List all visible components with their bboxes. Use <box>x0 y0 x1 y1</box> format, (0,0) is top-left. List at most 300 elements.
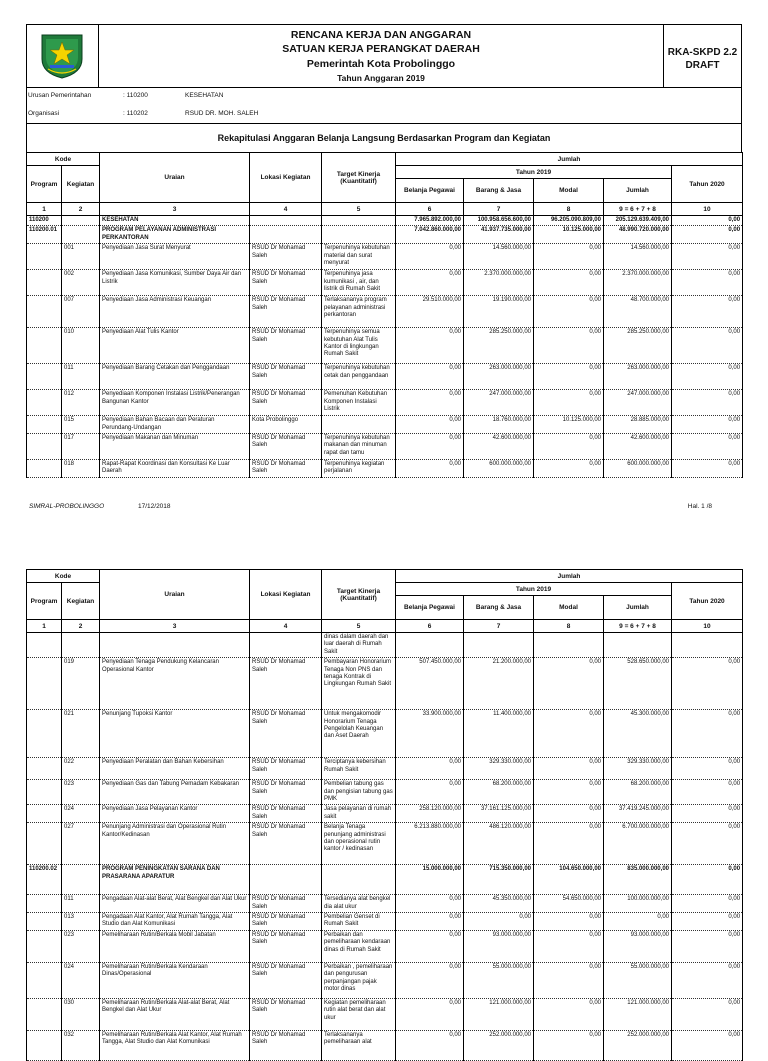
meta-info <box>26 88 742 124</box>
cell-jumlah: 0,00 <box>604 913 672 931</box>
cell-barang-jasa: 14.560.000,00 <box>464 244 534 270</box>
cell-jumlah: 37.419.245.000,00 <box>604 805 672 823</box>
col-kode: Kode <box>27 570 100 583</box>
footer-system: SIMRAL-PROBOLINGGO <box>29 503 105 510</box>
cell-jumlah: 48.990.720.000,00 <box>604 226 672 244</box>
cell-modal <box>534 633 604 658</box>
cell-target: Terpenuhinya kebutuhan material dan surat menyurat <box>322 244 396 270</box>
table-row <box>27 710 743 758</box>
cell-kegiatan: 011 <box>62 364 100 390</box>
cell-kegiatan: 001 <box>62 244 100 270</box>
cell-belanja-pegawai: 0,00 <box>396 895 464 913</box>
col-num: 4 <box>250 620 322 633</box>
cell-jumlah: 205.129.639.409,00 <box>604 216 672 226</box>
cell-target: Perbaikan , pemeliharaan dan pengurusan perpanjangan pajak motor dinas <box>322 962 396 998</box>
cell-program <box>27 780 62 805</box>
cell-kegiatan: 024 <box>62 805 100 823</box>
cell-modal: 0,00 <box>534 1030 604 1060</box>
cell-modal: 10.125.000,00 <box>534 416 604 434</box>
col-num: 10 <box>672 620 743 633</box>
cell-program <box>27 758 62 780</box>
cell-jumlah: 6.700.000.000,00 <box>604 823 672 865</box>
cell-kegiatan <box>62 633 100 658</box>
cell-belanja-pegawai: 29.510.000,00 <box>396 296 464 328</box>
cell-target: Tersedianya alat bengkel dia alat ukur <box>322 895 396 913</box>
cell-barang-jasa: 100.958.656.600,00 <box>464 216 534 226</box>
cell-program <box>27 913 62 931</box>
cell-lokasi: RSUD Dr Mohamad Saleh <box>250 962 322 998</box>
table-row <box>27 328 743 364</box>
org-name: RSUD DR. MOH. SALEH <box>185 110 259 117</box>
cell-uraian: Penyediaan Alat Tulis Kantor <box>100 328 250 364</box>
footer-date: 17/12/2018 <box>138 503 171 510</box>
cell-lokasi: RSUD Dr Mohamad Saleh <box>250 998 322 1030</box>
col-tahun-2019: Tahun 2019 <box>396 583 672 596</box>
cell-program <box>27 823 62 865</box>
cell-program <box>27 710 62 758</box>
cell-modal: 54.650.000,00 <box>534 895 604 913</box>
cell-barang-jasa: 247.000.000,00 <box>464 390 534 416</box>
cell-lokasi <box>250 865 322 895</box>
cell-barang-jasa <box>464 633 534 658</box>
cell-program <box>27 962 62 998</box>
col-tahun-2020: Tahun 2020 <box>672 166 743 203</box>
col-num: 6 <box>396 620 464 633</box>
cell-program <box>27 998 62 1030</box>
cell-program <box>27 633 62 658</box>
cell-belanja-pegawai: 0,00 <box>396 416 464 434</box>
cell-tahun-2020: 0,00 <box>672 390 743 416</box>
cell-program <box>27 270 62 296</box>
cell-target <box>322 216 396 226</box>
cell-belanja-pegawai: 0,00 <box>396 913 464 931</box>
col-num: 7 <box>464 203 534 216</box>
cell-modal: 0,00 <box>534 805 604 823</box>
table-row <box>27 216 743 226</box>
cell-modal: 0,00 <box>534 296 604 328</box>
cell-uraian: Pengadaan Alat-alat Berat, Alat Bengkel dan Alat Ukur <box>100 895 250 913</box>
cell-tahun-2020: 0,00 <box>672 296 743 328</box>
table-row <box>27 434 743 460</box>
cell-kegiatan: 007 <box>62 296 100 328</box>
table-row <box>27 416 743 434</box>
cell-belanja-pegawai: 0,00 <box>396 390 464 416</box>
cell-target: Terpenuhinya kebutuhan cetak dan penggandaan <box>322 364 396 390</box>
cell-barang-jasa: 68.200.000,00 <box>464 780 534 805</box>
cell-tahun-2020: 0,00 <box>672 823 743 865</box>
col-program: Program <box>27 583 62 620</box>
cell-uraian: Penunjang Administrasi dan Operasional Rutin Kantor/Kedinasan <box>100 823 250 865</box>
cell-lokasi: RSUD Dr Mohamad Saleh <box>250 913 322 931</box>
cell-tahun-2020: 0,00 <box>672 930 743 962</box>
col-jumlah: Jumlah <box>604 596 672 620</box>
cell-target <box>322 226 396 244</box>
cell-program <box>27 658 62 710</box>
cell-kegiatan: 012 <box>62 390 100 416</box>
col-num: 1 <box>27 203 62 216</box>
col-lokasi: Lokasi Kegiatan <box>250 570 322 620</box>
cell-tahun-2020: 0,00 <box>672 328 743 364</box>
cell-tahun-2020: 0,00 <box>672 710 743 758</box>
cell-modal: 0,00 <box>534 434 604 460</box>
urusan-label: Urusan Pemerintahan <box>28 92 92 99</box>
cell-modal: 0,00 <box>534 758 604 780</box>
cell-uraian: Penyediaan Barang Cetakan dan Penggandaan <box>100 364 250 390</box>
doc-code-box <box>664 25 741 87</box>
urusan-code: : 110200 <box>123 92 148 99</box>
report-subtitle: Rekapitulasi Anggaran Belanja Langsung Berdasarkan Program dan Kegiatan <box>26 124 742 152</box>
cell-uraian: Pemeliharaan Rutin/Berkala Alat-alat Berat, Alat Bengkel dan Alat Ukur <box>100 998 250 1030</box>
table-row <box>27 460 743 478</box>
cell-program <box>27 328 62 364</box>
cell-barang-jasa: 11.400.000,00 <box>464 710 534 758</box>
cell-jumlah: 68.200.000,00 <box>604 780 672 805</box>
col-num: 4 <box>250 203 322 216</box>
cell-barang-jasa: 2.370.000.000,00 <box>464 270 534 296</box>
cell-barang-jasa: 55.000.000,00 <box>464 962 534 998</box>
table-row <box>27 1030 743 1060</box>
header-titles <box>99 25 664 87</box>
col-kegiatan: Kegiatan <box>62 583 100 620</box>
table-row <box>27 930 743 962</box>
cell-kegiatan: 011 <box>62 895 100 913</box>
cell-tahun-2020: 0,00 <box>672 216 743 226</box>
cell-belanja-pegawai: 0,00 <box>396 244 464 270</box>
cell-tahun-2020: 0,00 <box>672 865 743 895</box>
cell-belanja-pegawai: 7.042.860.000,00 <box>396 226 464 244</box>
cell-modal: 0,00 <box>534 390 604 416</box>
cell-uraian: Penyediaan Jasa Administrasi Keuangan <box>100 296 250 328</box>
cell-kegiatan: 013 <box>62 913 100 931</box>
urusan-name: KESEHATAN <box>185 92 224 99</box>
cell-jumlah: 835.000.000,00 <box>604 865 672 895</box>
col-belanja-pegawai: Belanja Pegawai <box>396 596 464 620</box>
col-modal: Modal <box>534 179 604 203</box>
cell-belanja-pegawai: 7.965.892.000,00 <box>396 216 464 226</box>
cell-barang-jasa: 21.200.000,00 <box>464 658 534 710</box>
city-emblem <box>27 25 99 87</box>
cell-uraian: Pengadaan Alat Kantor, Alat Rumah Tangga, Alat Studio dan Alat Komunikasi <box>100 913 250 931</box>
cell-lokasi <box>250 216 322 226</box>
cell-lokasi: RSUD Dr Mohamad Saleh <box>250 364 322 390</box>
cell-tahun-2020: 0,00 <box>672 226 743 244</box>
cell-barang-jasa: 37.161.125.000,00 <box>464 805 534 823</box>
cell-target: Pemenuhan Kebutuhan Komponen Instalasi Listrik <box>322 390 396 416</box>
budget-table-page-1 <box>26 152 743 478</box>
cell-uraian: Pemeliharaan Rutin/Berkala Mobil Jabatan <box>100 930 250 962</box>
cell-lokasi: RSUD Dr Mohamad Saleh <box>250 296 322 328</box>
cell-target: Pembelian Genset di Rumah Sakit <box>322 913 396 931</box>
cell-barang-jasa: 45.350.000,00 <box>464 895 534 913</box>
cell-program <box>27 460 62 478</box>
cell-jumlah: 42.600.000,00 <box>604 434 672 460</box>
cell-uraian <box>100 633 250 658</box>
cell-uraian: PROGRAM PELAYANAN ADMINISTRASI PERKANTORAN <box>100 226 250 244</box>
cell-barang-jasa: 285.250.000,00 <box>464 328 534 364</box>
cell-lokasi: RSUD Dr Mohamad Saleh <box>250 270 322 296</box>
cell-lokasi: RSUD Dr Mohamad Saleh <box>250 328 322 364</box>
footer-page: Hal. 1 /8 <box>687 503 712 510</box>
cell-kegiatan: 018 <box>62 460 100 478</box>
cell-modal: 0,00 <box>534 962 604 998</box>
cell-belanja-pegawai: 0,00 <box>396 328 464 364</box>
cell-target: Kegiatan pemeliharaan rutin alat berat dan alat ukur <box>322 998 396 1030</box>
table-row <box>27 895 743 913</box>
doc-code: RKA-SKPD 2.2 <box>667 47 738 58</box>
cell-modal: 104.650.000,00 <box>534 865 604 895</box>
cell-lokasi: RSUD Dr Mohamad Saleh <box>250 895 322 913</box>
cell-modal: 0,00 <box>534 710 604 758</box>
cell-tahun-2020: 0,00 <box>672 962 743 998</box>
cell-tahun-2020: 0,00 <box>672 913 743 931</box>
col-modal: Modal <box>534 596 604 620</box>
cell-barang-jasa: 252.000.000,00 <box>464 1030 534 1060</box>
cell-jumlah: 45.300.000,00 <box>604 710 672 758</box>
cell-program: 110200.02 <box>27 865 62 895</box>
cell-uraian: Penyediaan Tenaga Pendukung Kelancaran Operasional Kantor <box>100 658 250 710</box>
budget-table-page-2 <box>26 569 743 1061</box>
cell-uraian: Penyediaan Komponen Instalasi Listrik/Penerangan Bangunan Kantor <box>100 390 250 416</box>
cell-tahun-2020: 0,00 <box>672 895 743 913</box>
cell-belanja-pegawai: 0,00 <box>396 930 464 962</box>
cell-target: Terpenuhinya semua kebutuhan Alat Tulis Kantor di lingkungan Rumah Sakit <box>322 328 396 364</box>
cell-uraian: Penyediaan Makanan dan Minuman <box>100 434 250 460</box>
cell-kegiatan: 023 <box>62 930 100 962</box>
header-title-3: Pemerintah Kota Probolinggo <box>306 58 456 70</box>
cell-modal: 0,00 <box>534 270 604 296</box>
cell-uraian: Pemeliharaan Rutin/Berkala Kendaraan Dinas/Operasional <box>100 962 250 998</box>
table-row <box>27 244 743 270</box>
col-barang-jasa: Barang & Jasa <box>464 596 534 620</box>
cell-modal: 0,00 <box>534 328 604 364</box>
col-target: Target Kinerja (Kuantitatif) <box>322 153 396 203</box>
cell-uraian: Pemeliharaan Rutin/Berkala Alat Kantor, Alat Rumah Tangga, Alat Studio dan Alat Komunikasi <box>100 1030 250 1060</box>
cell-program <box>27 364 62 390</box>
cell-target: Pembayaran Honorarium Tenaga Non PNS dan tenaga Kontrak di Lingkungan Rumah Sakit <box>322 658 396 710</box>
col-uraian: Uraian <box>100 570 250 620</box>
table-row <box>27 780 743 805</box>
cell-kegiatan: 022 <box>62 758 100 780</box>
cell-jumlah: 48.700.000,00 <box>604 296 672 328</box>
cell-barang-jasa: 0,00 <box>464 913 534 931</box>
cell-lokasi: RSUD Dr Mohamad Saleh <box>250 710 322 758</box>
cell-uraian: Penyediaan Jasa Surat Menyurat <box>100 244 250 270</box>
cell-barang-jasa: 263.000.000,00 <box>464 364 534 390</box>
cell-jumlah: 247.000.000,00 <box>604 390 672 416</box>
col-program: Program <box>27 166 62 203</box>
cell-tahun-2020: 0,00 <box>672 780 743 805</box>
cell-program <box>27 434 62 460</box>
cell-kegiatan <box>62 216 100 226</box>
col-tahun-2020: Tahun 2020 <box>672 583 743 620</box>
cell-jumlah: 28.885.000,00 <box>604 416 672 434</box>
cell-target: Untuk mengakomodir Honorarium Tenaga Pengelolah Keuangan dan Aset Daerah <box>322 710 396 758</box>
col-jumlah-group: Jumlah <box>396 570 743 583</box>
cell-barang-jasa: 18.760.000,00 <box>464 416 534 434</box>
cell-tahun-2020: 0,00 <box>672 1030 743 1060</box>
cell-belanja-pegawai: 0,00 <box>396 364 464 390</box>
table-row <box>27 865 743 895</box>
cell-tahun-2020 <box>672 633 743 658</box>
cell-uraian: Penunjang Tupoksi Kantor <box>100 710 250 758</box>
cell-program <box>27 244 62 270</box>
cell-barang-jasa: 121.000.000,00 <box>464 998 534 1030</box>
cell-target: Terpenuhinya jasa kumunikasi , air, dan listrik di Rumah Sakit <box>322 270 396 296</box>
org-code: : 110202 <box>123 110 148 117</box>
cell-barang-jasa: 486.120.000,00 <box>464 823 534 865</box>
table-row <box>27 390 743 416</box>
table-row <box>27 823 743 865</box>
cell-barang-jasa: 19.190.000,00 <box>464 296 534 328</box>
col-target: Target Kinerja (Kuantitatif) <box>322 570 396 620</box>
cell-jumlah <box>604 633 672 658</box>
cell-jumlah: 263.000.000,00 <box>604 364 672 390</box>
cell-modal: 0,00 <box>534 364 604 390</box>
cell-lokasi <box>250 633 322 658</box>
cell-lokasi: RSUD Dr Mohamad Saleh <box>250 805 322 823</box>
col-lokasi: Lokasi Kegiatan <box>250 153 322 203</box>
doc-status: DRAFT <box>685 60 720 71</box>
cell-tahun-2020: 0,00 <box>672 364 743 390</box>
cell-belanja-pegawai: 0,00 <box>396 460 464 478</box>
cell-belanja-pegawai: 0,00 <box>396 270 464 296</box>
cell-jumlah: 2.370.000.000,00 <box>604 270 672 296</box>
cell-lokasi: RSUD Dr Mohamad Saleh <box>250 930 322 962</box>
table-row <box>27 633 743 658</box>
cell-target: dinas dalam daerah dan luar daerah di Rumah Sakit <box>322 633 396 658</box>
col-num: 2 <box>62 203 100 216</box>
cell-lokasi: RSUD Dr Mohamad Saleh <box>250 758 322 780</box>
cell-kegiatan: 002 <box>62 270 100 296</box>
table-row <box>27 364 743 390</box>
col-num: 9 = 6 + 7 + 8 <box>604 203 672 216</box>
table-row <box>27 758 743 780</box>
cell-target: Terpenuhinya kebutuhan makanan dan minuman rapat dan tamu <box>322 434 396 460</box>
cell-belanja-pegawai: 0,00 <box>396 758 464 780</box>
cell-barang-jasa: 329.330.000,00 <box>464 758 534 780</box>
col-num: 5 <box>322 203 396 216</box>
cell-uraian: Penyediaan Jasa Pelayanan Kantor <box>100 805 250 823</box>
cell-barang-jasa: 93.000.000,00 <box>464 930 534 962</box>
table-row <box>27 998 743 1030</box>
cell-barang-jasa: 600.000.000,00 <box>464 460 534 478</box>
cell-modal: 0,00 <box>534 658 604 710</box>
cell-modal: 0,00 <box>534 913 604 931</box>
cell-lokasi: RSUD Dr Mohamad Saleh <box>250 780 322 805</box>
cell-modal: 0,00 <box>534 244 604 270</box>
cell-kegiatan: 021 <box>62 710 100 758</box>
cell-kegiatan: 017 <box>62 434 100 460</box>
cell-uraian: Penyediaan Jasa Komunikasi, Sumber Daya Air dan Listrik <box>100 270 250 296</box>
cell-belanja-pegawai: 0,00 <box>396 1030 464 1060</box>
cell-lokasi: RSUD Dr Mohamad Saleh <box>250 244 322 270</box>
col-tahun-2019: Tahun 2019 <box>396 166 672 179</box>
col-jumlah: Jumlah <box>604 179 672 203</box>
cell-uraian: PROGRAM PENINGKATAN SARANA DAN PRASARANA APARATUR <box>100 865 250 895</box>
cell-tahun-2020: 0,00 <box>672 658 743 710</box>
cell-kegiatan: 024 <box>62 962 100 998</box>
table-row <box>27 226 743 244</box>
cell-target: Terlaksananya program pelayanan administrasi perkantoran <box>322 296 396 328</box>
col-jumlah-group: Jumlah <box>396 153 743 166</box>
cell-belanja-pegawai <box>396 633 464 658</box>
org-label: Organisasi <box>28 110 60 117</box>
cell-uraian: KESEHATAN <box>100 216 250 226</box>
cell-belanja-pegawai: 258.120.000,00 <box>396 805 464 823</box>
cell-tahun-2020: 0,00 <box>672 805 743 823</box>
col-barang-jasa: Barang & Jasa <box>464 179 534 203</box>
cell-target: Perbaikan dan pemeliharaan kendaraan dinas di Rumah Sakit <box>322 930 396 962</box>
cell-kegiatan: 032 <box>62 1030 100 1060</box>
header-title-2: SATUAN KERJA PERANGKAT DAERAH <box>282 43 480 55</box>
cell-kegiatan: 019 <box>62 658 100 710</box>
header-title-4: Tahun Anggaran 2019 <box>337 73 425 83</box>
cell-belanja-pegawai: 6.213.880.000,00 <box>396 823 464 865</box>
cell-tahun-2020: 0,00 <box>672 758 743 780</box>
cell-modal: 0,00 <box>534 780 604 805</box>
col-num: 8 <box>534 203 604 216</box>
col-uraian: Uraian <box>100 153 250 203</box>
cell-kegiatan: 027 <box>62 823 100 865</box>
cell-lokasi: RSUD Dr Mohamad Saleh <box>250 823 322 865</box>
cell-belanja-pegawai: 0,00 <box>396 434 464 460</box>
cell-program <box>27 895 62 913</box>
col-num: 8 <box>534 620 604 633</box>
col-kode: Kode <box>27 153 100 166</box>
cell-lokasi: RSUD Dr Mohamad Saleh <box>250 390 322 416</box>
cell-target <box>322 865 396 895</box>
cell-target: Belanja Tenaga penunjang administrasi dan operasional rutin kantor / kedinasan <box>322 823 396 865</box>
header-title-1: RENCANA KERJA DAN ANGGARAN <box>290 29 472 41</box>
report-header <box>26 24 742 88</box>
cell-kegiatan <box>62 226 100 244</box>
cell-lokasi: RSUD Dr Mohamad Saleh <box>250 460 322 478</box>
col-num: 6 <box>396 203 464 216</box>
cell-target: Terlaksananya pemeliharaan alat <box>322 1030 396 1060</box>
cell-jumlah: 252.000.000,00 <box>604 1030 672 1060</box>
table-row <box>27 805 743 823</box>
cell-tahun-2020: 0,00 <box>672 460 743 478</box>
cell-tahun-2020: 0,00 <box>672 244 743 270</box>
cell-modal: 0,00 <box>534 460 604 478</box>
cell-target <box>322 416 396 434</box>
cell-jumlah: 14.560.000,00 <box>604 244 672 270</box>
cell-belanja-pegawai: 0,00 <box>396 780 464 805</box>
cell-tahun-2020: 0,00 <box>672 434 743 460</box>
cell-belanja-pegawai: 0,00 <box>396 998 464 1030</box>
table-row <box>27 270 743 296</box>
cell-program <box>27 416 62 434</box>
table-row <box>27 913 743 931</box>
cell-kegiatan: 015 <box>62 416 100 434</box>
cell-target: Terpenuhinya kegiatan perjalanan <box>322 460 396 478</box>
cell-kegiatan <box>62 865 100 895</box>
cell-uraian: Penyediaan Peralatan dan Bahan Kebersihan <box>100 758 250 780</box>
cell-lokasi: RSUD Dr Mohamad Saleh <box>250 1030 322 1060</box>
col-num: 5 <box>322 620 396 633</box>
col-kegiatan: Kegiatan <box>62 166 100 203</box>
col-num: 2 <box>62 620 100 633</box>
cell-belanja-pegawai: 0,00 <box>396 962 464 998</box>
table-row <box>27 658 743 710</box>
cell-kegiatan: 030 <box>62 998 100 1030</box>
cell-program: 110200.01 <box>27 226 62 244</box>
cell-modal: 0,00 <box>534 823 604 865</box>
cell-target: Terciptanya kebersihan Rumah Sakit <box>322 758 396 780</box>
cell-tahun-2020: 0,00 <box>672 416 743 434</box>
cell-modal: 10.125.000,00 <box>534 226 604 244</box>
cell-jumlah: 528.650.000,00 <box>604 658 672 710</box>
